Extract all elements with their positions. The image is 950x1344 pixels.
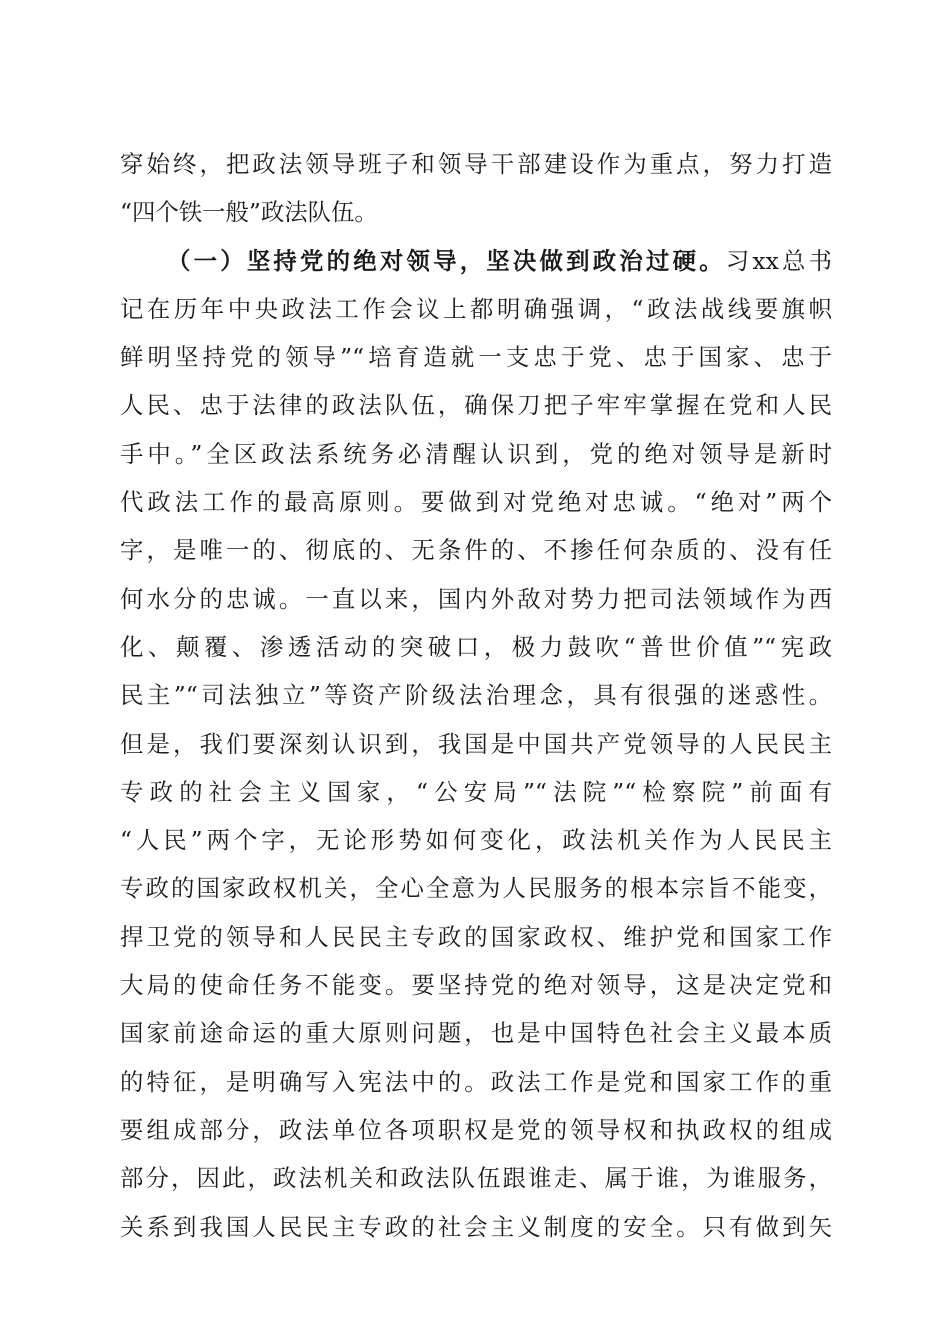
section-heading-line <box>120 237 832 285</box>
body-text <box>120 140 832 1251</box>
text-line: 代政法工作的最高原则。要做到对党绝对忠诚。“绝对”两个 <box>120 488 832 517</box>
text-line: 化、颠覆、渗透活动的突破口，极力鼓吹“普世价值”“宪政 <box>120 632 832 661</box>
section-heading: （一）坚持党的绝对领导，坚决做到政治过硬。 <box>167 246 726 275</box>
text-line: 关系到我国人民民主专政的社会主义制度的安全。只有做到矢 <box>120 1212 832 1241</box>
text-line: 大局的使命任务不能变。要坚持党的绝对领导，这是决定党和 <box>120 971 832 1000</box>
text-line: 穿始终，把政法领导班子和领导干部建设作为重点，努力打造 <box>120 150 832 178</box>
text-line: 专政的社会主义国家，“公安局”“法院”“检察院”前面有 <box>120 777 832 806</box>
text-line: 捍卫党的领导和人民民主专政的国家政权、维护党和国家工作 <box>120 922 832 951</box>
text-line: “四个铁一般”政法队伍。 <box>120 198 378 227</box>
text-line: 何水分的忠诚。一直以来，国内外敌对势力把司法领域作为西 <box>120 584 832 613</box>
text-line: “人民”两个字，无论形势如何变化，政法机关作为人民民主 <box>120 826 832 855</box>
text-line: 部分，因此，政法机关和政法队伍跟谁走、属于谁，为谁服务， <box>120 1164 832 1193</box>
text-line: 的特征，是明确写入宪法中的。政法工作是党和国家工作的重 <box>120 1067 832 1096</box>
text-line: 但是，我们要深刻认识到，我国是中国共产党领导的人民民主 <box>120 729 832 758</box>
text-line: 手中。”全区政法系统务必清醒认识到，党的绝对领导是新时 <box>120 439 832 468</box>
text-line: 国家前途命运的重大原则问题，也是中国特色社会主义最本质 <box>120 1019 832 1048</box>
text-line: 字，是唯一的、彻底的、无条件的、不掺任何杂质的、没有任 <box>120 536 832 565</box>
text-line: 专政的国家政权机关，全心全意为人民服务的根本宗旨不能变， <box>120 874 832 903</box>
text-line: 要组成部分，政法单位各项职权是党的领导权和执政权的组成 <box>120 1115 832 1144</box>
text-line: 鲜明坚持党的领导”“培育造就一支忠于党、忠于国家、忠于 <box>120 343 832 372</box>
text-line: 人民、忠于法律的政法队伍，确保刀把子牢牢掌握在党和人民 <box>120 391 832 420</box>
text-run: 习xx总书 <box>725 246 832 275</box>
text-line: 民主”“司法独立”等资产阶级法治理念，具有很强的迷惑性。 <box>120 681 832 710</box>
text-line: 记在历年中央政法工作会议上都明确强调，“政法战线要旗帜 <box>120 294 832 323</box>
